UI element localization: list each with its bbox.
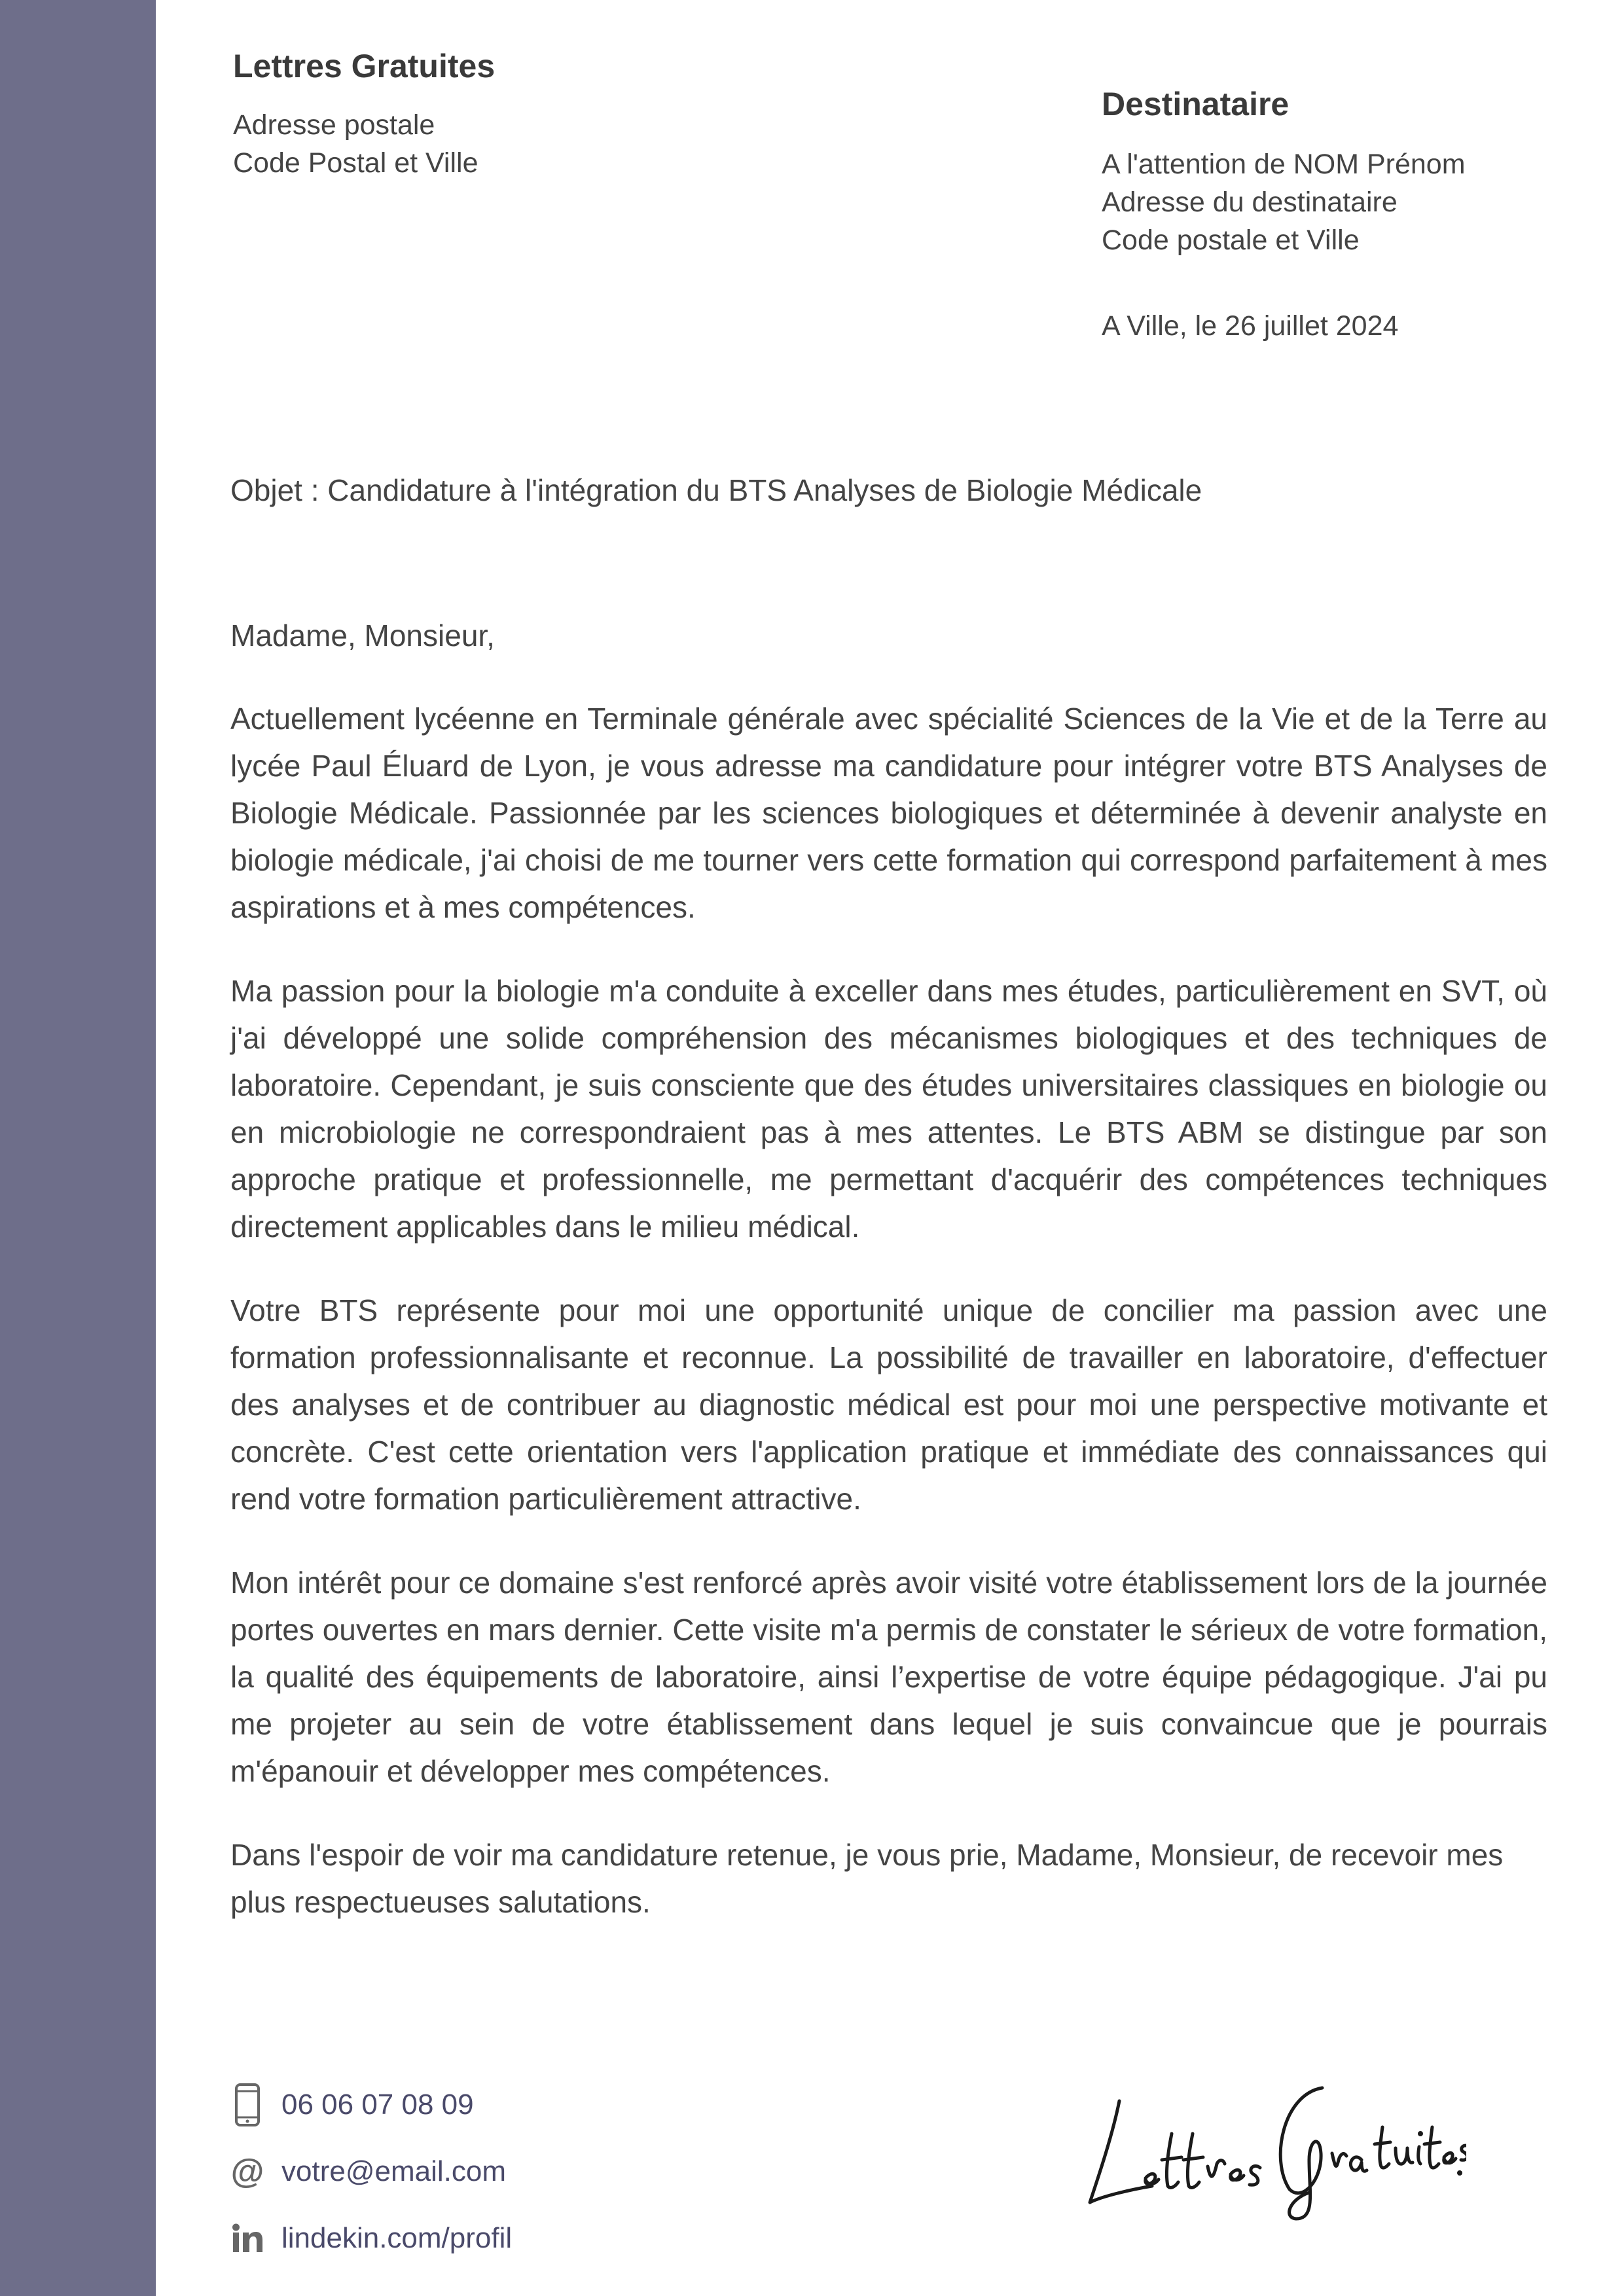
letter-date: A Ville, le 26 juillet 2024: [1102, 310, 1399, 342]
sender-address-line2: Code Postal et Ville: [233, 147, 478, 179]
body-paragraph-5: Dans l'espoir de voir ma candidature retenue, je vous prie, Madame, Monsieur, de recevoir mes plus respectueuses salutations.: [230, 1838, 1504, 1919]
recipient-line1: A l'attention de NOM Prénom: [1102, 149, 1466, 180]
sender-address-line1: Adresse postale: [233, 109, 435, 141]
contact-phone: [230, 2085, 474, 2125]
at-icon: @: [230, 2153, 264, 2191]
letter-subject: Objet : Candidature à l'intégration du BTS Analyses de Biologie Médicale: [230, 473, 1202, 507]
contact-linkedin: [230, 2219, 512, 2258]
phone-number[interactable]: 06 06 07 08 09: [281, 2089, 474, 2121]
letter-body: [230, 695, 1547, 1962]
sidebar-band: [0, 0, 156, 2296]
recipient-line3: Code postale et Ville: [1102, 224, 1360, 256]
linkedin-icon: [230, 2219, 264, 2258]
recipient-title: Destinataire: [1102, 86, 1290, 122]
body-paragraph-4: Mon intérêt pour ce domaine s'est renforcé après avoir visité votre établissement lors de la journée portes ouvertes en mars dernier. Cette visite m'a permis de constater le sérieux de votre formation, la qualité des équipements de laboratoire, ainsi l’expertise de votre équipe pédagogique. J'ai pu me projeter au sein de votre établissement dans lequel je suis convaincue que je pourrais m'épanouir et développer mes compétences.: [230, 1566, 1547, 1788]
linkedin-url[interactable]: lindekin.com/profil: [281, 2222, 513, 2254]
phone-icon: [230, 2085, 264, 2125]
body-paragraph-2: Ma passion pour la biologie m'a conduite à exceller dans mes études, particulièrement en SVT, où j'ai développé une solide compréhension des mécanismes biologiques et des techniques de laboratoire. Cependant, je suis consciente que des études universitaires classiques en biologie ou en microbiologie ne correspondraient pas à mes attentes. Le BTS ABM se distingue par son approche pratique et professionnelle, me permettant d'acquérir des compétences techniques directement applicables dans le milieu médical.: [230, 974, 1547, 1244]
sender-address: [233, 106, 478, 182]
email-address[interactable]: votre@email.com: [281, 2155, 506, 2187]
body-paragraph-1: Actuellement lycéenne en Terminale générale avec spécialité Sciences de la Vie et de la Terre au lycée Paul Éluard de Lyon, je vous adresse ma candidature pour intégrer votre BTS Analyses de Biologie Médicale. Passionnée par les sciences biologiques et déterminée à devenir analyste en biologie médicale, j'ai choisi de me tourner vers cette formation qui correspond parfaitement à mes aspirations et à mes compétences.: [230, 702, 1547, 924]
recipient-address: [1102, 145, 1466, 259]
sender-name: Lettres Gratuites: [233, 48, 496, 84]
recipient-line2: Adresse du destinataire: [1102, 187, 1398, 218]
body-paragraph-3: Votre BTS représente pour moi une opportunité unique de concilier ma passion avec une formation professionnalisante et reconnue. La possibilité de travailler en laboratoire, d'effectuer des analyses et de contribuer au diagnostic médical est pour moi une perspective motivante et concrète. C'est cette orientation vers l'application pratique et immédiate des connaissances qui rend votre formation particulièrement attractive.: [230, 1293, 1547, 1516]
signature: [1074, 2062, 1466, 2225]
letter-salutation: Madame, Monsieur,: [230, 619, 495, 653]
contact-email: [230, 2152, 506, 2191]
